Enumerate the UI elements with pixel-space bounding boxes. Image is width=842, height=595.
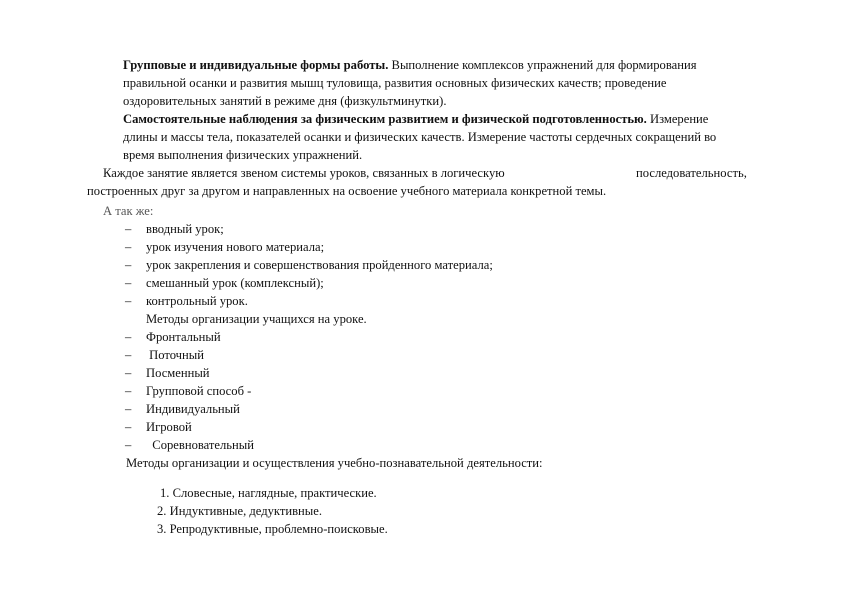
para3-line1-b: последовательность,	[636, 166, 747, 180]
list-item: урок закрепления и совершенствования пройденного материала;	[146, 258, 493, 272]
list-bullet: –	[125, 222, 132, 236]
list-item: Индивидуальный	[146, 402, 240, 416]
list-item: контрольный урок.	[146, 294, 248, 308]
list-bullet: –	[125, 294, 132, 308]
numbered-item: 1. Словесные, наглядные, практические.	[160, 486, 377, 500]
list-item: Групповой способ -	[146, 384, 252, 398]
list-bullet: –	[125, 438, 132, 452]
list-bullet: –	[125, 366, 132, 380]
para2-line2: длины и массы тела, показателей осанки и физических качеств. Измерение частоты сердечных сокращений во	[123, 130, 717, 144]
para1-bold-title: Групповые и индивидуальные формы работы.	[123, 58, 389, 72]
para1-line3: оздоровительных занятий в режиме дня (физкультминутки).	[123, 94, 447, 108]
list-item: вводный урок;	[146, 222, 224, 236]
list-bullet: –	[125, 276, 132, 290]
list-item: Посменный	[146, 366, 210, 380]
cognitive-methods-heading: Методы организации и осуществления учебно-познавательной деятельности:	[126, 456, 543, 470]
list-bullet: –	[125, 384, 132, 398]
list-bullet: –	[125, 258, 132, 272]
list-item: смешанный урок (комплексный);	[146, 276, 324, 290]
para3-line2: построенных друг за другом и направленных на освоение учебного материала конкретной темы.	[87, 184, 607, 198]
list-item: Игровой	[146, 420, 192, 434]
para1-line2: правильной осанки и развития мышц туловища, развития основных физических качеств; проведение	[123, 76, 667, 90]
para2-line1	[123, 110, 708, 128]
para2-bold-title: Самостоятельные наблюдения за физическим развитием и физической подготовленностью.	[123, 112, 647, 126]
list-bullet: –	[125, 348, 132, 362]
para2-line3: время выполнения физических упражнений.	[123, 148, 363, 162]
list-item: Поточный	[146, 348, 204, 362]
para1-line1-text: Выполнение комплексов упражнений для формирования	[388, 58, 697, 72]
list-bullet: –	[125, 330, 132, 344]
numbered-item: 2. Индуктивные, дедуктивные.	[157, 504, 322, 518]
para1-line1	[123, 56, 697, 74]
list-bullet: –	[125, 240, 132, 254]
numbered-item: 3. Репродуктивные, проблемно-поисковые.	[157, 522, 388, 536]
para2-line1-text: Измерение	[646, 112, 709, 126]
also-heading: А так же:	[103, 204, 154, 218]
list-item: Соревновательный	[146, 438, 254, 452]
para3-line1-a: Каждое занятие является звеном системы уроков, связанных в логическую	[103, 166, 505, 180]
org-methods-heading: Методы организации учащихся на уроке.	[146, 312, 367, 326]
list-bullet: –	[125, 402, 132, 416]
list-item: Фронтальный	[146, 330, 221, 344]
list-item: урок изучения нового материала;	[146, 240, 325, 254]
list-bullet: –	[125, 420, 132, 434]
